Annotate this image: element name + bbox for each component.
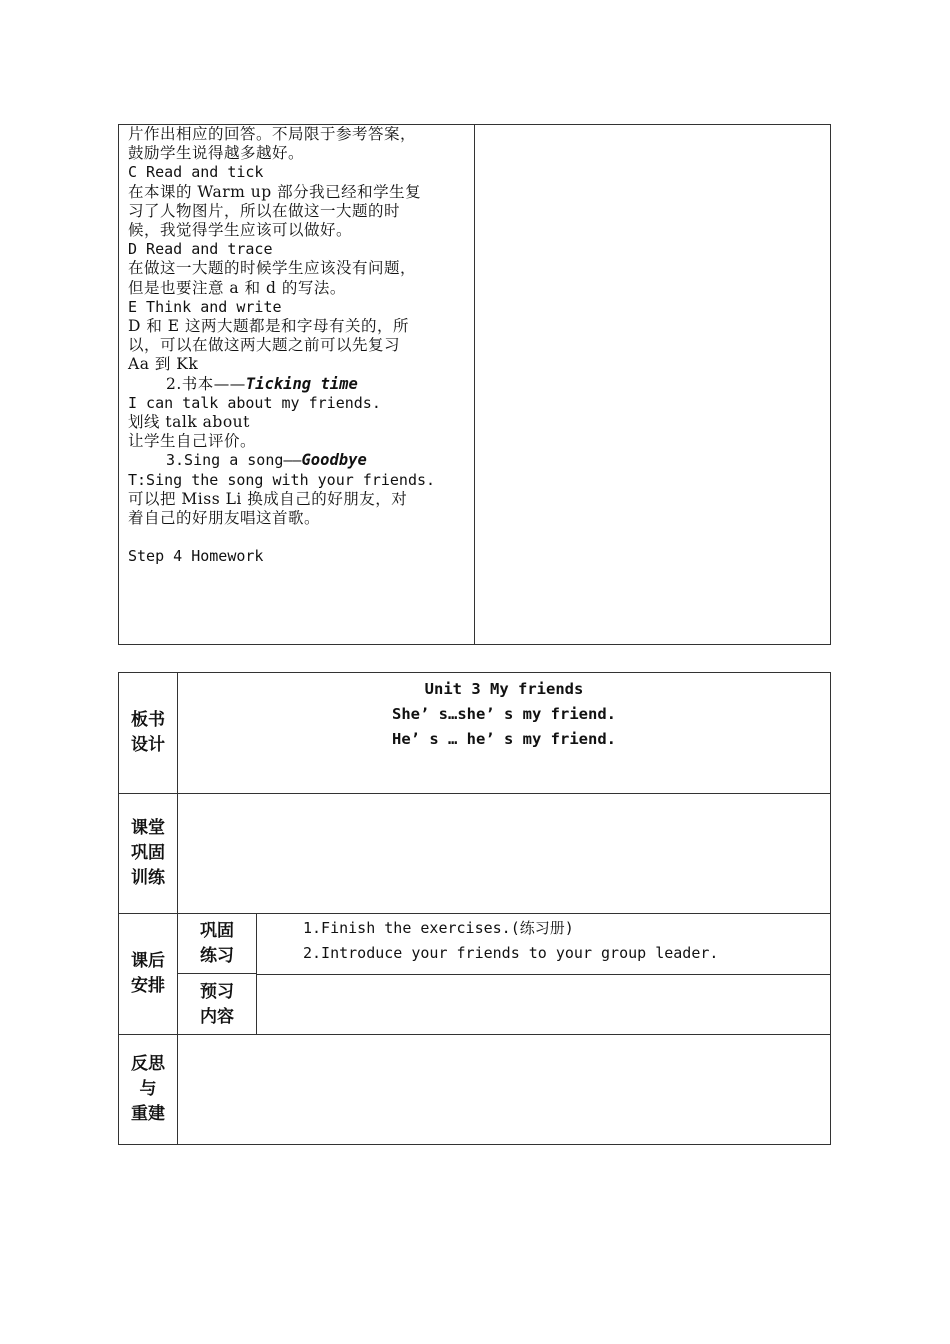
reflection-content (178, 1035, 830, 1144)
classroom-consolidation-content (178, 794, 830, 913)
text-line: 可以把 Miss Li 换成自己的好朋友，对 (128, 489, 408, 508)
ticking-time-heading: 2.书本——Ticking time (166, 374, 358, 393)
sing-song-notes (128, 471, 466, 529)
after-class-row (119, 914, 830, 1035)
notes-cell-empty (475, 125, 830, 644)
text-line: 候，我觉得学生应该可以做好。 (128, 221, 353, 240)
text-line: 片作出相应的回答。不局限于参考答案， (128, 125, 417, 143)
text-line: I can talk about my friends. (128, 393, 381, 412)
classroom-consolidation-header: 课堂 巩固 训练 (119, 794, 178, 913)
teaching-process-cell (119, 125, 475, 644)
text-line: 以，可以在做这两大题之前可以先复习 (128, 336, 401, 355)
practice-item-2: 2.Introduce your friends to your group leader. (303, 944, 719, 962)
step4-homework: Step 4 Homework (128, 547, 264, 566)
board-line-she: She’ s…she’ s my friend. (392, 705, 616, 723)
text-line: 在本课的 Warm up 部分我已经和学生复 (128, 182, 422, 201)
text-line: 在做这一大题的时候学生应该没有问题， (128, 259, 417, 278)
lesson-summary-table (118, 672, 831, 1145)
reflection-header: 反思 与 重建 (119, 1035, 178, 1144)
after-class-header: 课后 安排 (119, 914, 178, 1034)
text-line: 让学生自己评价。 (128, 432, 257, 451)
text-line: E Think and write (128, 297, 282, 316)
text-line: C Read and tick (128, 163, 264, 182)
after-class-content (178, 914, 830, 1034)
practice-label: 巩固 练习 (178, 914, 257, 974)
board-design-header: 板书 设计 (119, 673, 178, 793)
activity-notes (128, 125, 466, 375)
classroom-consolidation-row (119, 794, 830, 914)
text-line: D Read and trace (128, 240, 273, 259)
ticking-time-notes (128, 394, 466, 452)
practice-content (257, 914, 830, 975)
text-line: T:Sing the song with your friends. (128, 470, 436, 489)
text-line: D 和 E 这两大题都是和字母有关的，所 (128, 317, 410, 336)
board-design-row (119, 673, 830, 794)
preview-content (257, 974, 830, 1035)
practice-item-1: 1.Finish the exercises.(练习册) (303, 919, 574, 937)
lesson-plan-table-continued (118, 124, 831, 645)
text-line: 着自己的好朋友唱这首歌。 (128, 509, 321, 528)
board-line-he: He’ s … he’ s my friend. (392, 730, 616, 748)
sing-song-heading: 3.Sing a song——Goodbye (166, 451, 367, 470)
text-line: 但是也要注意 a 和 d 的写法。 (128, 278, 346, 297)
board-title: Unit 3 My friends (424, 680, 584, 698)
text-line: 鼓励学生说得越多越好。 (128, 144, 305, 163)
preview-label: 预习 内容 (178, 974, 257, 1035)
reflection-row (119, 1035, 830, 1144)
text-line: Aa 到 Kk (128, 355, 199, 374)
board-design-content (178, 673, 830, 793)
text-line: 习了人物图片，所以在做这一大题的时 (128, 201, 401, 220)
text-line: 划线 talk about (128, 413, 250, 432)
